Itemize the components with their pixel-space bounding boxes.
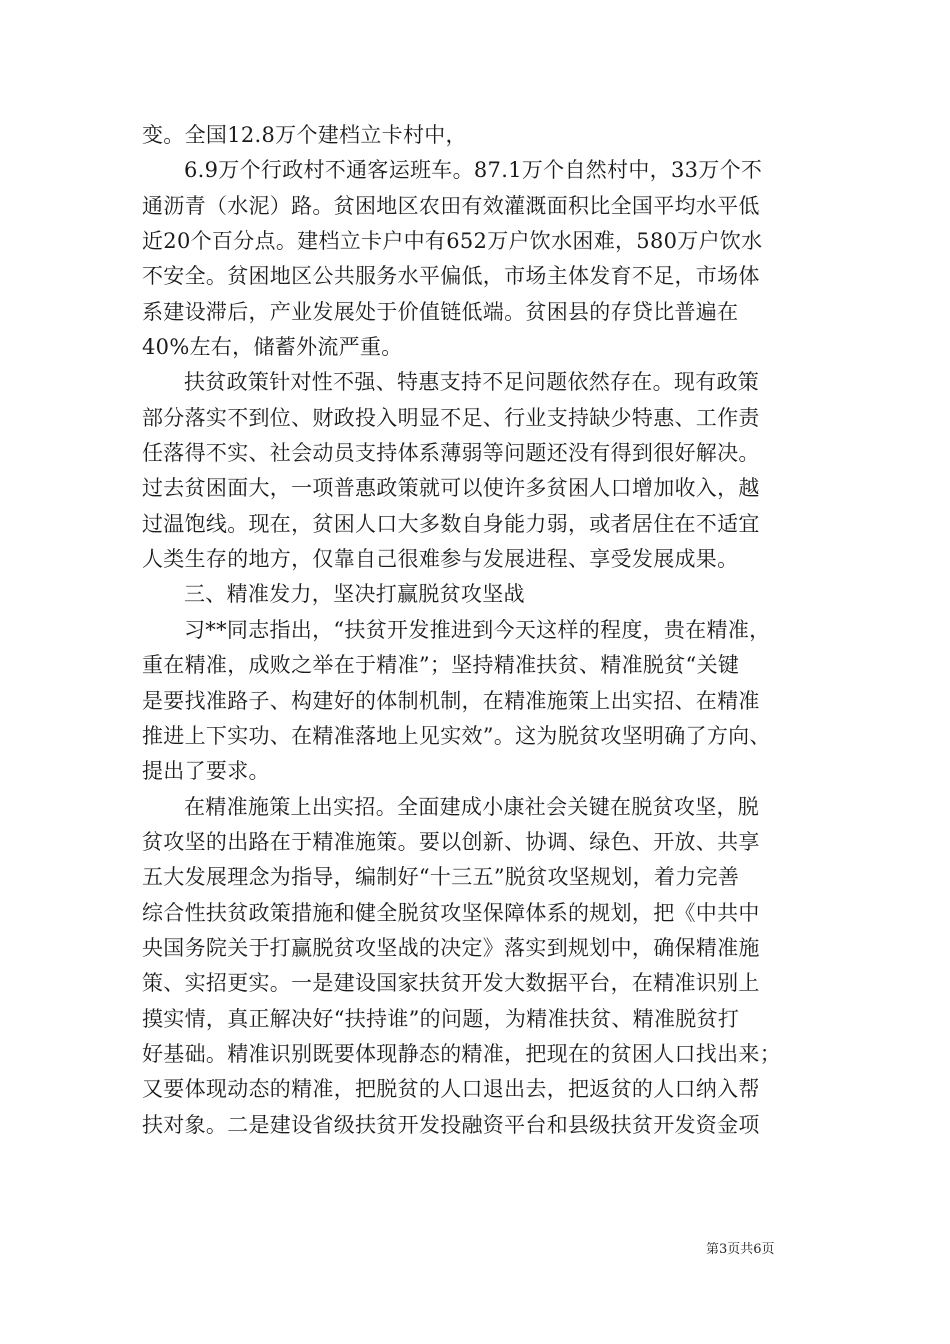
text-line: 好基础。精准识别既要体现静态的精准，把现在的贫困人口找出来； (142, 1041, 781, 1066)
text-line: 扶对象。二是建设省级扶贫开发投融资平台和县级扶贫开发资金项 (142, 1112, 760, 1137)
text-line: 系建设滞后，产业发展处于价值链低端。贫困县的存贷比普遍在 (142, 299, 739, 324)
text-line: 人类生存的地方，仅靠自己很难参与发展进程、享受发展成果。 (142, 547, 739, 572)
text-line: 是要找准路子、构建好的体制机制，在精准施策上出实招、在精准 (142, 688, 760, 713)
text-line: 部分落实不到位、财政投入明显不足、行业支持缺少特惠、工作责 (142, 405, 760, 430)
page-footer: 第3页共6页 (706, 1242, 775, 1257)
body-text (142, 118, 812, 1143)
text-line: 过去贫困面大，一项普惠政策就可以使许多贫困人口增加收入，越 (142, 476, 760, 501)
text-line: 提出了要求。 (142, 759, 270, 784)
text-line: 重在精准，成败之举在于精准”；坚持精准扶贫、精准脱贫“关键 (142, 653, 740, 678)
text-line: 过温饱线。现在，贫困人口大多数自身能力弱，或者居住在不适宜 (142, 511, 760, 536)
text-line: 五大发展理念为指导，编制好“十三五”脱贫攻坚规划，着力完善 (142, 865, 740, 890)
text-line: 摸实情，真正解决好“扶持谁”的问题，为精准扶贫、精准脱贫打 (142, 1006, 740, 1031)
text-line: 策、实招更实。一是建设国家扶贫开发大数据平台，在精准识别上 (142, 971, 760, 996)
text-line: 不安全。贫困地区公共服务水平偏低，市场主体发育不足，市场体 (142, 264, 760, 289)
text-line: 通沥青（水泥）路。贫困地区农田有效灌溉面积比全国平均水平低 (142, 193, 760, 218)
text-line: 任落得不实、社会动员支持体系薄弱等问题还没有得到很好解决。 (142, 441, 760, 466)
text-line: 央国务院关于打赢脱贫攻坚战的决定》落实到规划中，确保精准施 (142, 935, 760, 960)
text-line: 扶贫政策针对性不强、特惠支持不足问题依然存在。现有政策 (184, 370, 760, 395)
text-line: 综合性扶贫政策措施和健全脱贫攻坚保障体系的规划，把《中共中 (142, 900, 760, 925)
text-line: 又要体现动态的精准，把脱贫的人口退出去，把返贫的人口纳入帮 (142, 1077, 760, 1102)
text-line: 在精准施策上出实招。全面建成小康社会关键在脱贫攻坚，脱 (184, 794, 760, 819)
text-line: 贫攻坚的出路在于精准施策。要以创新、协调、绿色、开放、共享 (142, 829, 760, 854)
text-line: 40%左右，储蓄外流严重。 (142, 335, 403, 360)
text-line: 三、精准发力，坚决打赢脱贫攻坚战 (184, 582, 525, 607)
text-line: 习**同志指出，“扶贫开发推进到今天这样的程度，贵在精准， (184, 617, 771, 642)
text-line: 推进上下实功、在精准落地上见实效”。这为脱贫攻坚明确了方向、 (142, 723, 771, 748)
text-line: 变。全国12.8万个建档立卡村中， (142, 123, 467, 147)
text-line: 6.9万个行政村不通客运班车。87.1万个自然村中，33万个不 (184, 158, 763, 183)
text-line: 近20个百分点。建档立卡户中有652万户饮水困难，580万户饮水 (142, 229, 763, 254)
